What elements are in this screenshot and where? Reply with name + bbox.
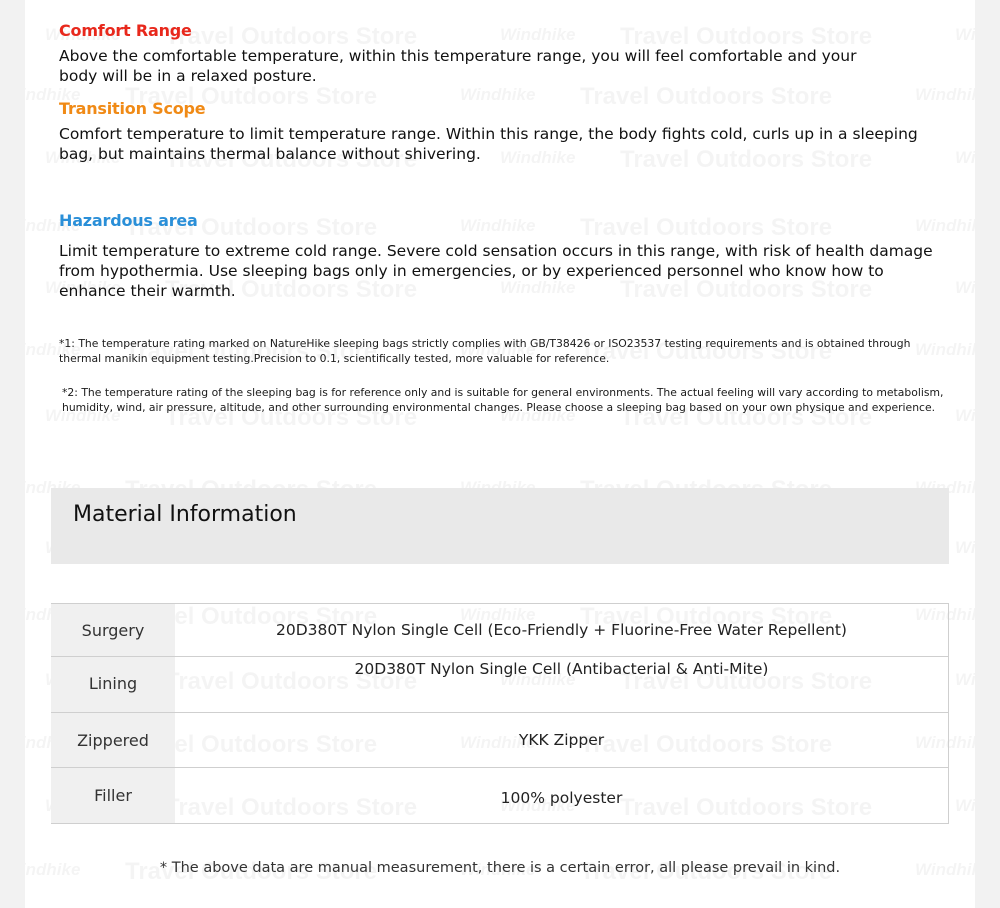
transition-scope-text: Comfort temperature to limit temperature range. Within this range, the body fights cold, curls up in a sleeping bag, but maintains thermal balance without shivering. — [59, 125, 918, 163]
material-section-title: Material Information — [73, 502, 297, 527]
row-value: 20D380T Nylon Single Cell (Antibacterial & Anti-Mite) — [175, 657, 949, 712]
row-label: Zippered — [51, 713, 175, 767]
row-label: Surgery — [51, 604, 175, 656]
material-section-header — [51, 488, 949, 564]
note-2: *2: The temperature rating of the sleeping bag is for reference only and is suitable for general environments. The actual feeling will vary according to metabolism, humidity, wind, air pressure, altitude, and other surrounding environmental changes. Please choose a sleeping bag based on your own physique and experience. — [62, 386, 944, 414]
table-row-filler — [51, 768, 949, 823]
note-1: *1: The temperature rating marked on NatureHike sleeping bags strictly complies with GB/T38426 or ISO23537 testing requirements and is obtained through thermal manikin equipment testing.Precision to 0.1, scientifically tested, more valuable for reference. — [59, 337, 911, 365]
comfort-range-title: Comfort Range — [59, 21, 192, 40]
row-label: Filler — [51, 768, 175, 823]
content — [25, 0, 975, 908]
table-row-lining — [51, 657, 949, 713]
product-detail-page — [25, 0, 975, 908]
table-row-zippered — [51, 713, 949, 768]
transition-scope-title: Transition Scope — [59, 99, 206, 118]
row-value: YKK Zipper — [175, 713, 949, 767]
material-table — [51, 603, 949, 824]
measurement-footnote: * The above data are manual measurement, there is a certain error, all please prevail in kind. — [159, 860, 841, 876]
row-value: 20D380T Nylon Single Cell (Eco-Friendly + Fluorine-Free Water Repellent) — [175, 604, 949, 656]
row-label: Lining — [51, 657, 175, 712]
hazardous-area-title: Hazardous area — [59, 211, 198, 230]
comfort-range-text: Above the comfortable temperature, within this temperature range, you will feel comfortable and your body will be in a relaxed posture. — [59, 47, 857, 85]
table-row-surgery — [51, 604, 949, 657]
row-value: 100% polyester — [175, 768, 949, 823]
hazardous-area-text: Limit temperature to extreme cold range. Severe cold sensation occurs in this range, with risk of health damage from hypothermia. Use sleeping bags only in emergencies, or by experienced personnel who know how to enhance their warmth. — [59, 242, 933, 300]
